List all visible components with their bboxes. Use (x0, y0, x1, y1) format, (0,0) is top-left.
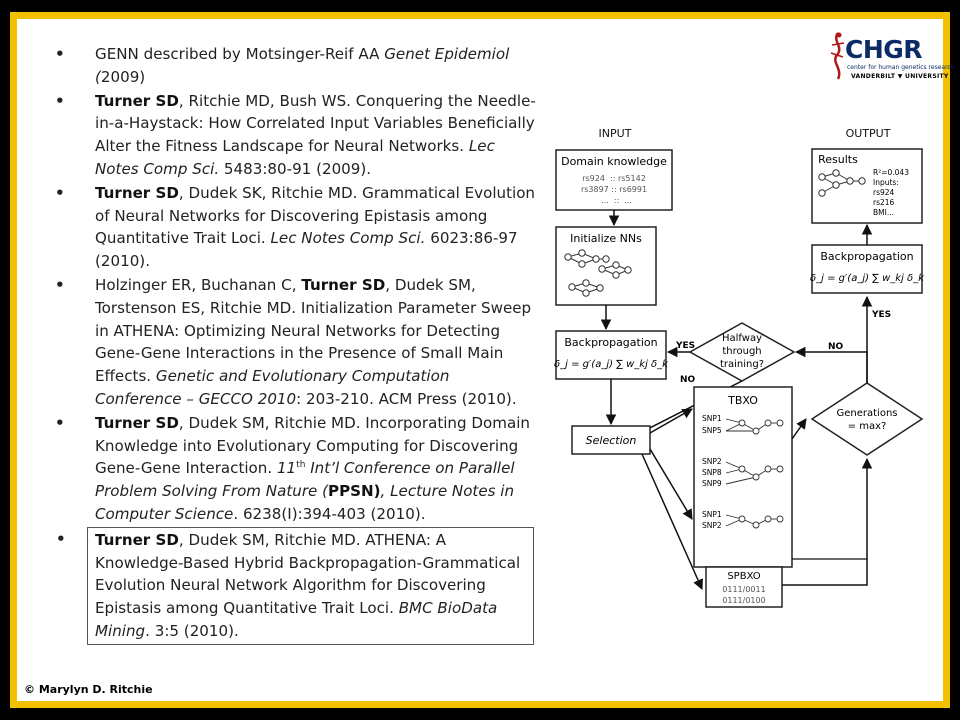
reference-item (33, 412, 538, 526)
domain-row-3: ... :: ... (596, 196, 632, 205)
reference-item (33, 182, 538, 273)
bullet-icon: • (55, 275, 65, 294)
logo-university-name: VANDERBILT (851, 73, 896, 80)
selection-box (572, 426, 650, 454)
reference-text: Lec Notes Comp Sci. (95, 137, 495, 178)
spbxo-box (706, 567, 782, 607)
halfway-line-2: through (722, 346, 762, 357)
reference-text: . 3:5 (2010). (145, 621, 239, 640)
halfway-yes-label: YES (676, 341, 696, 351)
generations-decision (812, 383, 922, 455)
tbxo-g3-snp-a: SNP1 (702, 510, 722, 519)
spbxo-row-1: 0111/0011 (722, 585, 766, 594)
generations-line-2: = max? (847, 421, 887, 432)
reference-text: Turner SD (95, 183, 179, 202)
reference-text: 2009) (100, 67, 146, 86)
bullet-icon: • (55, 183, 65, 202)
tbxo-g3-snp-b: SNP2 (702, 521, 722, 530)
reference-text: PPSN) (328, 482, 381, 501)
reference-text: ( (95, 67, 101, 86)
logo-university (851, 73, 949, 80)
copyright-notice: © Marylyn D. Ritchie (24, 683, 153, 696)
spbxo-row-2: 0111/0100 (722, 596, 766, 605)
reference-text: , Dudek SK, Ritchie MD. Grammatical Evolution of Neural Networks for Discovering Epistasis among Quantitative Trait Loci. (95, 183, 536, 248)
slide-frame (10, 12, 955, 708)
selection-label: Selection (585, 434, 637, 447)
tbxo-g1-snp-a: SNP1 (702, 414, 722, 423)
reference-text: , Lecture Notes in Computer Science (95, 482, 515, 523)
reference-text: Turner SD (95, 530, 179, 549)
reference-text: Genetic and Evolutionary Computation Conference – GECCO 2010 (95, 367, 450, 408)
reference-text: 11 (276, 459, 297, 478)
reference-item (56, 527, 534, 645)
domain-row-2: rs3897 :: rs6991 (580, 185, 648, 194)
reference-text: . 6238(I):394-403 (2010). (233, 504, 426, 523)
generations-line-1: Generations (836, 408, 898, 419)
logo-university-suffix: UNIVERSITY (905, 73, 949, 80)
backpropagation-box-right (810, 245, 925, 293)
generations-yes-label: YES (872, 310, 892, 320)
reference-text: Genet Epidemiol (384, 45, 510, 63)
bullet-icon: • (55, 413, 65, 432)
results-line-3: rs924 (873, 188, 895, 197)
tbxo-box (694, 387, 792, 567)
bullet-icon: • (56, 529, 66, 548)
reference-text: , Ritchie MD, Bush WS. Conquering the Needle-in-a-Haystack: How Correlated Input Variables Beneficially Alter the Fitness Landscape for Neural Networks. (95, 91, 536, 156)
backpropagation-left-formula: δ_j = g′(a_j) ∑ w_kj δ_k (554, 359, 668, 370)
bullet-icon: • (55, 91, 65, 110)
halfway-line-1: Halfway (722, 333, 762, 344)
results-line-5: BMI... (873, 208, 894, 217)
reference-text: 6023:86-97 (2010). (95, 229, 518, 271)
reference-text: 5483:80-91 (2009). (219, 159, 372, 178)
reference-item (33, 90, 538, 181)
halfway-line-3: training? (719, 359, 765, 370)
reference-item (33, 43, 538, 89)
reference-text: th (296, 460, 306, 471)
tbxo-title: TBXO (728, 394, 758, 407)
slide (17, 19, 955, 701)
reference-text: , Dudek SM, Torstenson ES, Ritchie MD. Initialization Parameter Sweep in ATHENA: Optimizing Neural Networks for Detecting Gene-Gene Interactions in the Presence of Small Main Effects. (95, 275, 532, 386)
reference-text: , Dudek SM, Ritchie MD. ATHENA: A Knowledge-Based Hybrid Backpropagation-Grammatical Evolution Neural Network Algorithm for Discovering Epistasis among Quantitative Trait Loci. (95, 530, 521, 618)
spbxo-title: SPBXO (727, 571, 761, 582)
reference-text: BMC BioData Mining (95, 599, 498, 640)
domain-knowledge-box (556, 150, 672, 210)
reference-item (33, 274, 538, 411)
domain-row-1: rs924 :: rs5142 (582, 174, 646, 183)
input-label: INPUT (598, 127, 632, 140)
reference-list (33, 43, 538, 646)
reference-text: Int’l Conference on Parallel Problem Solving From Nature ( (95, 459, 515, 501)
reference-text: Turner SD (301, 275, 386, 294)
halfway-no-label: NO (680, 375, 696, 385)
logo-wordmark: CHGR (845, 35, 923, 64)
backpropagation-left-title: Backpropagation (564, 336, 658, 349)
reference-text: Turner SD (95, 413, 179, 432)
results-box (812, 149, 922, 223)
v-mark-icon: ▼ (897, 73, 903, 80)
generations-no-label: NO (828, 342, 844, 352)
chgr-logo (829, 31, 955, 83)
initialize-nns-box (556, 227, 656, 305)
reference-text: : 203-210. ACM Press (2010). (296, 389, 517, 408)
backpropagation-box-left (554, 331, 669, 379)
results-title: Results (818, 153, 858, 166)
tbxo-g2-snp-a: SNP2 (702, 457, 722, 466)
reference-text: Turner SD (95, 91, 179, 110)
backpropagation-right-formula: δ_j = g′(a_j) ∑ w_kj δ_k (810, 273, 924, 284)
tbxo-g2-snp-b: SNP8 (702, 468, 722, 477)
output-label: OUTPUT (845, 127, 891, 140)
tbxo-g2-snp-c: SNP9 (702, 479, 722, 488)
bullet-icon: • (55, 45, 65, 63)
results-line-4: rs216 (873, 198, 895, 207)
reference-text: Holzinger ER, Buchanan C, (95, 275, 302, 294)
backpropagation-right-title: Backpropagation (820, 250, 914, 263)
athena-flowchart (542, 119, 932, 609)
results-line-1: R²=0.043 (873, 168, 909, 177)
logo-tagline: center for human genetics research (847, 64, 955, 71)
halfway-decision (690, 323, 794, 381)
tbxo-g1-snp-b: SNP5 (702, 426, 722, 435)
domain-knowledge-title: Domain knowledge (561, 155, 667, 168)
reference-text: Lec Notes Comp Sci. (270, 229, 426, 248)
reference-text: GENN described by Motsinger-Reif AA (95, 45, 385, 63)
results-line-2: Inputs: (873, 178, 899, 187)
initialize-nns-title: Initialize NNs (570, 232, 642, 245)
reference-text: , Dudek SM, Ritchie MD. Incorporating Domain Knowledge into Evolutionary Computing for Discovering Gene-Gene Interaction. (95, 413, 530, 478)
